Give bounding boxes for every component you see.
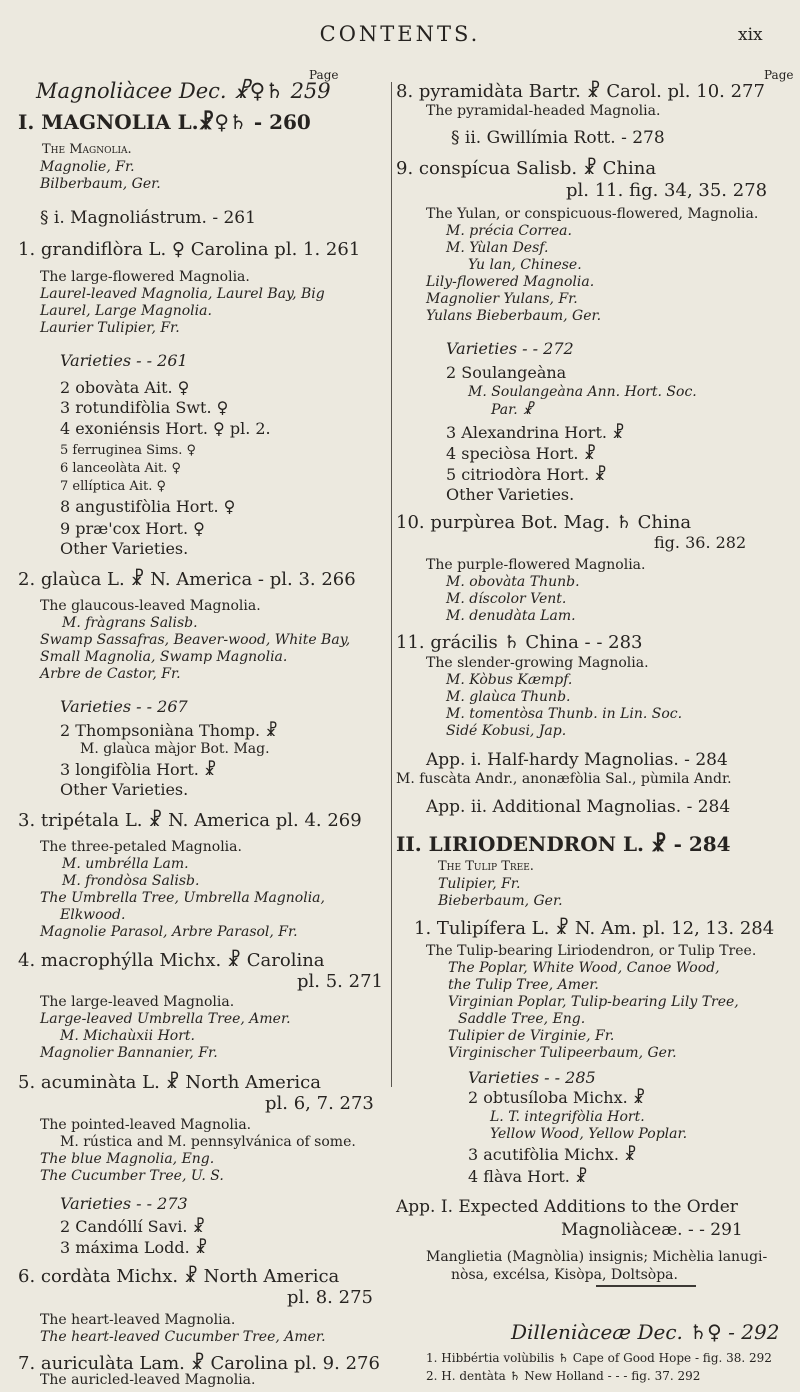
left-column-line: 1. grandiflòra L. ♀ Carolina pl. 1. 261 — [18, 239, 361, 260]
left-column-line: I. MAGNOLIA L.☧♀♄ - 260 — [18, 110, 311, 134]
right-column-line: 3 Alexandrina Hort. ☧ — [446, 423, 625, 442]
right-column-line: 3 acutifòlia Michx. ☧ — [468, 1145, 637, 1164]
right-column-line: M. glaùca Thunb. — [446, 689, 571, 705]
left-column-line: 3 longifòlia Hort. ☧ — [60, 760, 217, 779]
right-column-line: 10. purpùrea Bot. Mag. ♄ China — [396, 512, 692, 533]
left-column-line: Varieties - - 267 — [60, 697, 188, 716]
left-column-line: 2. glaùca L. ☧ N. America - pl. 3. 266 — [18, 569, 356, 590]
right-column-line: The Tulip Tree. — [438, 859, 534, 874]
right-column-line: 2 Soulangeàna — [446, 363, 567, 382]
left-column-line: The blue Magnolia, Eng. — [40, 1151, 215, 1167]
left-column-line: Page — [309, 68, 339, 82]
right-column-line: App. I. Expected Additions to the Order — [396, 1197, 738, 1217]
left-column-line: Magnoliàcee Dec. ☧♀♄ 259 — [36, 79, 331, 103]
right-column-line: fig. 36. 282 — [654, 533, 747, 552]
left-column-line: 2 Candóllí Savi. ☧ — [60, 1217, 206, 1236]
left-column-line: M. fràgrans Salisb. — [62, 615, 198, 631]
left-column-line: The heart-leaved Cucumber Tree, Amer. — [40, 1329, 326, 1345]
right-column-line: II. LIRIODENDRON L. ☧ - 284 — [396, 832, 731, 856]
left-column-line: The Umbrella Tree, Umbrella Magnolia, — [40, 890, 325, 906]
left-column-line: 5 ferruginea Sims. ♀ — [60, 443, 196, 458]
left-column-line: 7. auriculàta Lam. ☧ Carolina pl. 9. 276 — [18, 1353, 380, 1374]
right-column-line: M. Yùlan Desf. — [446, 240, 549, 256]
right-column-line: M. Soulangeàna Ann. Hort. Soc. — [468, 384, 697, 400]
left-column-line: 3 rotundifòlia Swt. ♀ — [60, 398, 229, 417]
left-column-line: pl. 8. 275 — [287, 1287, 373, 1308]
left-column-line: Swamp Sassafras, Beaver-wood, White Bay, — [40, 632, 351, 648]
left-column-line: The large-flowered Magnolia. — [40, 269, 250, 285]
right-column-line: Tulipier de Virginie, Fr. — [448, 1028, 615, 1044]
right-column-line: The purple-flowered Magnolia. — [426, 557, 646, 573]
right-column-line: 2 obtusíloba Michx. ☧ — [468, 1088, 646, 1107]
left-column-line: The auricled-leaved Magnolia. — [40, 1372, 256, 1388]
right-column-line: 9. conspícua Salisb. ☧ China — [396, 158, 657, 179]
right-column-line: 2. H. dentàta ♄ New Holland - - - fig. 37. 292 — [426, 1369, 701, 1383]
left-column-line: The large-leaved Magnolia. — [40, 994, 235, 1010]
section-separator — [596, 1285, 696, 1287]
right-column-line: Virginian Poplar, Tulip-bearing Lily Tree, — [448, 994, 739, 1010]
left-column-line: § i. Magnoliástrum. - 261 — [40, 208, 256, 228]
left-column-line: Magnolie Parasol, Arbre Parasol, Fr. — [40, 924, 298, 940]
left-column-line: Elkwood. — [60, 907, 126, 923]
right-column-line: 1. Tulipífera L. ☧ N. Am. pl. 12, 13. 284 — [414, 918, 775, 939]
right-column-line: Other Varieties. — [446, 485, 575, 504]
left-column-line: Varieties - - 261 — [60, 351, 188, 370]
left-column-line: Laurier Tulipier, Fr. — [40, 320, 180, 336]
right-column-line: M. díscolor Vent. — [446, 591, 567, 607]
right-column — [396, 0, 800, 1392]
left-column-line: M. rústica and M. pennsylvánica of some. — [60, 1134, 356, 1150]
left-column-line: pl. 5. 271 — [297, 971, 383, 992]
right-column-line: L. T. integrifòlia Hort. — [490, 1109, 645, 1125]
right-column-line: Page — [764, 68, 794, 82]
left-column-line: The three-petaled Magnolia. — [40, 839, 242, 855]
right-column-line: M. denudàta Lam. — [446, 608, 576, 624]
left-column-line: The Cucumber Tree, U. S. — [40, 1168, 224, 1184]
right-column-line: 5 citriodòra Hort. ☧ — [446, 465, 607, 484]
left-column-line: The glaucous-leaved Magnolia. — [40, 598, 261, 614]
left-column-line: 6. cordàta Michx. ☧ North America — [18, 1266, 340, 1287]
left-column-line: Bilberbaum, Ger. — [40, 176, 161, 192]
right-column-line: the Tulip Tree, Amer. — [448, 977, 599, 993]
right-column-line: 4 speciòsa Hort. ☧ — [446, 444, 597, 463]
left-column-line: 4 exoniénsis Hort. ♀ pl. 2. — [60, 419, 271, 438]
left-column-line: Magnolier Bannanier, Fr. — [40, 1045, 218, 1061]
right-column-line: 1. Hibbértia volùbilis ♄ Cape of Good Hope - fig. 38. 292 — [426, 1351, 772, 1365]
left-column-line: Laurel, Large Magnolia. — [40, 303, 212, 319]
left-column-line: Varieties - - 273 — [60, 1194, 188, 1213]
left-column-line: Magnolie, Fr. — [40, 159, 135, 175]
right-column-line: Lily-flowered Magnolia. — [426, 274, 595, 290]
right-column-line: App. i. Half-hardy Magnolias. - 284 — [426, 750, 728, 770]
left-column-line: 3. tripétala L. ☧ N. America pl. 4. 269 — [18, 810, 362, 831]
left-column-line: 4. macrophýlla Michx. ☧ Carolina — [18, 950, 325, 971]
left-column-line: 7 ellíptica Ait. ♀ — [60, 479, 166, 494]
right-column-line: App. ii. Additional Magnolias. - 284 — [426, 797, 731, 817]
right-column-line: Virginischer Tulipeerbaum, Ger. — [448, 1045, 677, 1061]
left-column-line: The pointed-leaved Magnolia. — [40, 1117, 252, 1133]
right-column-line: Sidé Kobusi, Jap. — [446, 723, 567, 739]
left-column-line: Arbre de Castor, Fr. — [40, 666, 181, 682]
right-column-line: The Poplar, White Wood, Canoe Wood, — [448, 960, 720, 976]
right-column-line: The Yulan, or conspicuous-flowered, Magnolia. — [426, 206, 759, 222]
left-column-line: M. Michaùxii Hort. — [60, 1028, 195, 1044]
right-column-line: M. précia Correa. — [446, 223, 572, 239]
right-column-line: Par. ☧ — [491, 402, 534, 418]
right-column-line: Dilleniàceæ Dec. ♄♀ - 292 — [511, 1320, 780, 1344]
right-column-line: Varieties - - 285 — [468, 1068, 596, 1087]
right-column-line: pl. 11. fig. 34, 35. 278 — [566, 180, 768, 201]
right-column-line: M. fuscàta Andr., anonæfòlia Sal., pùmila Andr. — [396, 771, 732, 787]
right-column-line: Bieberbaum, Ger. — [438, 893, 563, 909]
right-column-line: Yulans Bieberbaum, Ger. — [426, 308, 602, 324]
left-column-line: Other Varieties. — [60, 780, 189, 799]
right-column-line: The Tulip-bearing Liriodendron, or Tulip Tree. — [426, 943, 757, 959]
left-column-line: 5. acuminàta L. ☧ North America — [18, 1072, 321, 1093]
right-column-line: Yu lan, Chinese. — [468, 257, 582, 273]
left-column-line: 9 præ'cox Hort. ♀ — [60, 519, 205, 538]
right-column-line: Tulipier, Fr. — [438, 876, 521, 892]
right-column-line: Varieties - - 272 — [446, 339, 574, 358]
left-column-line: 6 lanceolàta Ait. ♀ — [60, 461, 182, 476]
left-column — [0, 0, 392, 1392]
right-column-line: Manglietia (Magnòlia) insignis; Michèlia lanugi- — [426, 1249, 768, 1265]
right-column-line: § ii. Gwillímia Rott. - 278 — [451, 128, 665, 148]
left-column-line: Laurel-leaved Magnolia, Laurel Bay, Big — [40, 286, 325, 302]
left-column-line: 8 angustifòlia Hort. ♀ — [60, 497, 236, 516]
left-column-line: M. frondòsa Salisb. — [62, 873, 200, 889]
right-column-line: The pyramidal-headed Magnolia. — [426, 103, 661, 119]
right-column-line: Yellow Wood, Yellow Poplar. — [490, 1126, 688, 1142]
left-column-line: The heart-leaved Magnolia. — [40, 1312, 236, 1328]
right-column-line: 8. pyramidàta Bartr. ☧ Carol. pl. 10. 277 — [396, 81, 765, 102]
left-column-line: 3 máxima Lodd. ☧ — [60, 1238, 208, 1257]
left-column-line: Small Magnolia, Swamp Magnolia. — [40, 649, 288, 665]
right-column-line: 11. grácilis ♄ China - - 283 — [396, 632, 643, 653]
right-column-line: M. obovàta Thunb. — [446, 574, 580, 590]
left-column-line: pl. 6, 7. 273 — [265, 1093, 374, 1114]
right-column-line: nòsa, excélsa, Kisòpa, Doltsòpa. — [451, 1267, 678, 1283]
left-column-line: Other Varieties. — [60, 539, 189, 558]
left-column-line: Large-leaved Umbrella Tree, Amer. — [40, 1011, 291, 1027]
right-column-line: Magnolier Yulans, Fr. — [426, 291, 578, 307]
left-column-line: M. umbrélla Lam. — [62, 856, 189, 872]
right-column-line: Magnoliàceæ. - - 291 — [561, 1220, 743, 1240]
right-column-line: M. Kòbus Kæmpf. — [446, 672, 573, 688]
right-column-line: M. tomentòsa Thunb. in Lin. Soc. — [446, 706, 683, 722]
page-title: CONTENTS. — [319, 22, 481, 46]
right-column-line: 4 flàva Hort. ☧ — [468, 1167, 588, 1186]
left-column-line: M. glaùca màjor Bot. Mag. — [80, 741, 270, 757]
right-column-line: Saddle Tree, Eng. — [458, 1011, 586, 1027]
page-number: xix — [738, 25, 763, 45]
right-column-line: The slender-growing Magnolia. — [426, 655, 649, 671]
left-column-line: The Magnolia. — [42, 142, 132, 157]
left-column-line: 2 Thompsoniàna Thomp. ☧ — [60, 721, 278, 740]
left-column-line: 2 obovàta Ait. ♀ — [60, 378, 190, 397]
